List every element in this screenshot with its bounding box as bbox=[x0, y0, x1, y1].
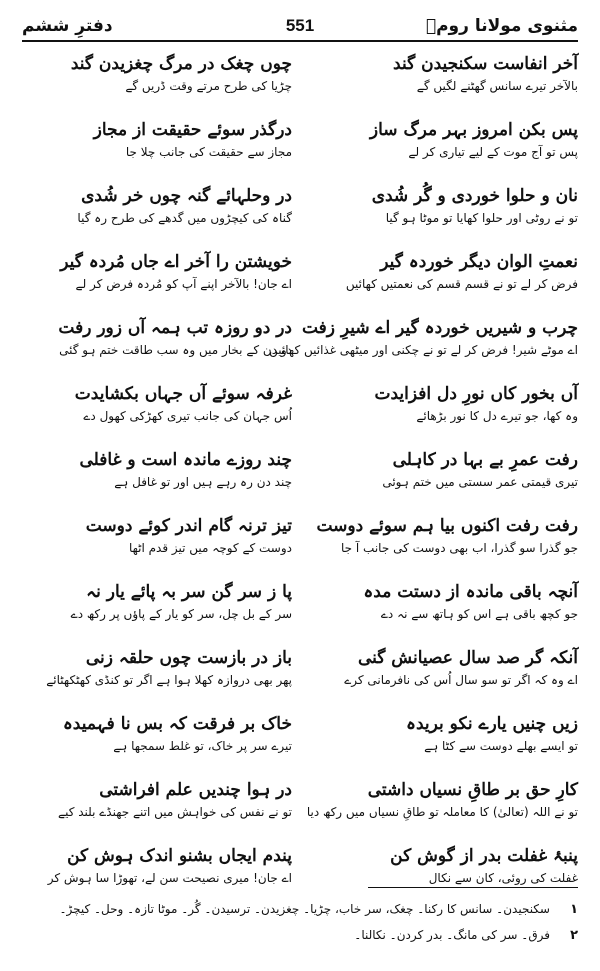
urdu-translation: اے جان! بالآخر اپنے آپ کو مُردہ فرض کر لے bbox=[75, 277, 292, 291]
footnotes bbox=[22, 896, 578, 948]
persian-verse: پندم ایجاں بشنو اندک ہوش کن bbox=[67, 846, 292, 866]
urdu-translation: اے وہ کہ اگر تو سو سال اُس کی نافرمانی کرے bbox=[344, 673, 578, 687]
urdu-translation: دوست کے کوچہ میں تیز قدم اٹھا bbox=[128, 541, 292, 555]
couplet bbox=[308, 514, 578, 580]
persian-verse: خویشتن را آخر اے جاں مُردہ گیر bbox=[60, 252, 292, 272]
footnote bbox=[22, 922, 578, 948]
urdu-translation: تیرے سر پر خاک، تو غلط سمجھا ہے bbox=[113, 739, 292, 753]
urdu-translation: اے جان! میری نصیحت سن لے، تھوڑا سا ہوش کر bbox=[47, 871, 292, 885]
couplet bbox=[308, 382, 578, 448]
couplet bbox=[308, 118, 578, 184]
couplet bbox=[22, 580, 292, 646]
urdu-translation: وہ کھا، جو تیرے دل کا نور بڑھائے bbox=[416, 409, 578, 423]
urdu-translation: جو کچھ باقی ہے اس کو ہاتھ سے نہ دے bbox=[380, 607, 578, 621]
couplet bbox=[22, 382, 292, 448]
footnote-number: ۱ bbox=[570, 902, 578, 917]
couplet bbox=[269, 316, 578, 382]
persian-verse: باز در بازست چوں حلقہ زنی bbox=[85, 648, 292, 668]
urdu-translation: چڑیا کی طرح مرتے وقت ڈریں گے bbox=[125, 79, 292, 93]
left-column bbox=[22, 52, 292, 885]
urdu-translation: تو نے اللہ (تعالیٰ) کا معاملہ تو طاقِ نسیاں میں رکھ دیا bbox=[306, 805, 578, 819]
urdu-translation: اے موٹے شیر! فرض کر لے تو نے چکنی اور میٹھی غذائیں کھائیں bbox=[269, 343, 578, 357]
persian-verse: خاک بر فرقت کہ بس نا فہمیدہ bbox=[62, 714, 292, 734]
urdu-translation: پھر بھی دروازہ کھلا ہوا ہے اگر تو کنڈی کھٹکھٹائے bbox=[46, 673, 292, 687]
right-column bbox=[269, 52, 578, 885]
persian-verse: نعمتِ الوان دیگر خوردہ گیر bbox=[380, 252, 578, 272]
persian-verse: پنبۂ غفلت بدر از گوش کن bbox=[390, 846, 578, 866]
footnote-divider bbox=[368, 887, 578, 888]
persian-verse: چرب و شیریں خوردہ گیر اے شیرِ زفت bbox=[301, 318, 578, 338]
urdu-translation: گناہ کی کیچڑوں میں گدھے کی طرح رہ گیا bbox=[77, 211, 292, 225]
footnote-text: فرق۔ سر کی مانگ۔ بدر کردن۔ نکالنا۔ bbox=[354, 928, 550, 942]
urdu-translation: سر کے بل چل، سر کو یار کے پاؤں پر رکھ دے bbox=[70, 607, 292, 621]
persian-verse: غرفہ سوئے آں جہاں بکشایدت bbox=[74, 384, 292, 404]
footnote bbox=[22, 896, 578, 922]
couplet bbox=[22, 52, 292, 118]
urdu-translation: جو گذرا سو گذرا، اب بھی دوست کی جانب آ جا bbox=[341, 541, 578, 555]
header-divider bbox=[22, 40, 578, 42]
couplet bbox=[22, 448, 292, 514]
couplet bbox=[22, 118, 292, 184]
couplet bbox=[308, 712, 578, 778]
couplet bbox=[308, 646, 578, 712]
persian-verse: زیں چنیں یارے نکو بریدہ bbox=[406, 714, 578, 734]
couplet bbox=[22, 184, 292, 250]
urdu-translation: مجاز سے حقیقت کی جانب چلا جا bbox=[125, 145, 292, 159]
couplet bbox=[22, 646, 292, 712]
running-title: مثنوی مولانا رومؒ bbox=[425, 16, 578, 36]
urdu-translation: دو دن کے بخار میں وہ سب طاقت ختم ہو گئی bbox=[59, 343, 292, 357]
couplet bbox=[22, 712, 292, 778]
urdu-translation: فرض کر لے تو نے قسم قسم کی نعمتیں کھائیں bbox=[345, 277, 578, 291]
page-number: 551 bbox=[285, 16, 315, 35]
urdu-translation: اُس جہان کی جانب تیری کھڑکی کھول دے bbox=[83, 409, 292, 423]
persian-verse: پس بکن امروز بہر مرگ ساز bbox=[369, 120, 578, 140]
couplet bbox=[308, 250, 578, 316]
urdu-translation: تو نے روٹی اور حلوا کھایا تو موٹا ہو گیا bbox=[385, 211, 578, 225]
couplet bbox=[308, 184, 578, 250]
couplet bbox=[308, 448, 578, 514]
persian-verse: رفت عمرِ بے بہا در کاہلی bbox=[392, 450, 578, 470]
persian-verse: درگذر سوئے حقیقت از مجاز bbox=[93, 120, 292, 140]
persian-verse: چند روزے ماندہ است و غافلی bbox=[79, 450, 292, 470]
couplet bbox=[22, 316, 292, 382]
couplet bbox=[308, 52, 578, 118]
persian-verse: آں بخور کاں نورِ دل افزایدت bbox=[374, 384, 578, 404]
couplet bbox=[22, 250, 292, 316]
persian-verse: در دو روزہ تب ہمہ آں زور رفت bbox=[58, 318, 292, 338]
urdu-translation: تو نے نفس کی خواہش میں اتنے جھنڈے بلند کیے bbox=[58, 805, 292, 819]
couplet bbox=[308, 580, 578, 646]
volume-title: دفترِ ششم bbox=[22, 16, 113, 36]
couplet bbox=[22, 514, 292, 580]
urdu-translation: تیری قیمتی عمر سستی میں ختم ہوئی bbox=[382, 475, 578, 489]
persian-verse: پا ز سر گن سر بہ پائے یار نہ bbox=[86, 582, 292, 602]
poem-body bbox=[22, 52, 578, 885]
persian-verse: رفت رفت اکنوں بیا ہم سوئے دوست bbox=[316, 516, 578, 536]
urdu-translation: چند دن رہ رہے ہیں اور تو غافل ہے bbox=[114, 475, 292, 489]
persian-verse: چوں چغک در مرگ چغزیدن گند bbox=[70, 54, 292, 74]
persian-verse: آنکہ گر صد سال عصیانش گنی bbox=[358, 648, 578, 668]
persian-verse: در ہوا چندیں علم افراشتی bbox=[99, 780, 292, 800]
urdu-translation: غفلت کی روئی، کان سے نکال bbox=[428, 871, 578, 885]
persian-verse: در وحلہائے گنہ چوں خر شُدی bbox=[81, 186, 292, 206]
persian-verse: تیز ترنہ گام اندر کوئے دوست bbox=[85, 516, 292, 536]
persian-verse: آنچہ باقی ماندہ از دستت مدہ bbox=[363, 582, 578, 602]
couplet bbox=[22, 778, 292, 844]
urdu-translation: بالآخر تیرے سانس گھٹنے لگیں گے bbox=[416, 79, 578, 93]
persian-verse: کارِ حق بر طاقِ نسیاں داشتی bbox=[367, 780, 578, 800]
footnote-text: سکنجیدن۔ سانس کا رکنا۔ چغک، سر خاب، چڑیا۔ چغزیدن۔ ترسیدن۔ گُر۔ موٹا تازہ۔ وحل۔ کیچڑ۔ bbox=[59, 902, 550, 916]
urdu-translation: پس تو آج موت کے لیے تیاری کر لے bbox=[408, 145, 578, 159]
persian-verse: آخر انفاست سکنجیدن گند bbox=[393, 54, 578, 74]
couplet bbox=[308, 778, 578, 844]
footnote-number: ۲ bbox=[570, 928, 578, 943]
urdu-translation: تو ایسے بھلے دوست سے کٹا ہے bbox=[424, 739, 578, 753]
persian-verse: نان و حلوا خوردی و گُر شُدی bbox=[371, 186, 578, 206]
